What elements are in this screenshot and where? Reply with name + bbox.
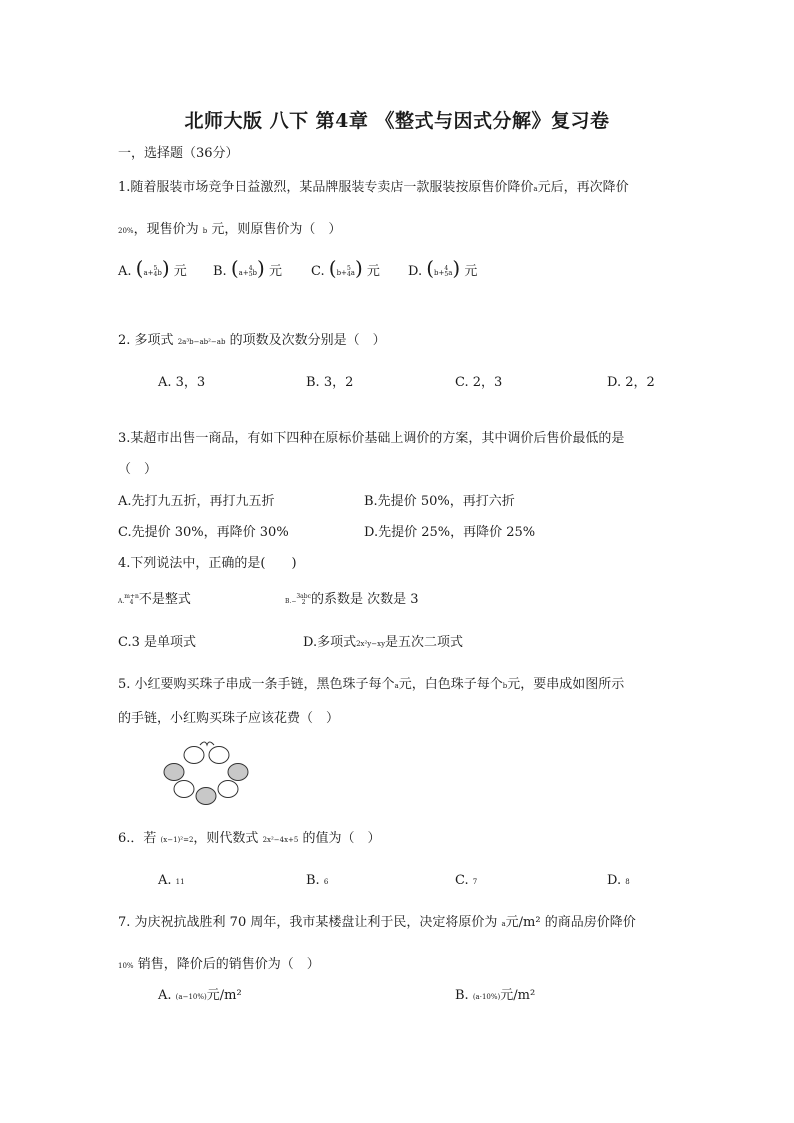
option-text: 不是整式 xyxy=(138,592,191,607)
option-text: D.多项式 xyxy=(303,635,357,650)
q5-var-a: a xyxy=(394,682,399,690)
q1-option-b[interactable]: B. (a+ 4 5 b) 元 xyxy=(213,256,282,280)
frac-den: 5 xyxy=(444,270,449,278)
q2-text: 2. 多项式 xyxy=(118,333,174,348)
q6-text: ，则代数式 xyxy=(193,831,259,846)
q1-text: 1.随着服装市场竞争日益激烈，某品牌服装专卖店一款服装按原售价降价 xyxy=(118,180,534,195)
option-text: 的系数是 次数是 3 xyxy=(310,592,419,607)
frac-den: 4 xyxy=(129,598,134,606)
q5-text: 5. 小红要购买珠子串成一条手链，黑色珠子每个 xyxy=(118,677,395,692)
option-expr: a+ xyxy=(238,269,249,277)
option-label: A. xyxy=(158,988,172,1003)
q6-option-b[interactable] xyxy=(306,873,328,890)
option-label: B. xyxy=(455,988,469,1003)
q2-option-c[interactable]: C. 2，3 xyxy=(455,375,503,390)
option-expr: (a−10%) xyxy=(175,993,207,1001)
q4-option-b[interactable] xyxy=(285,592,419,610)
q5-text: 的手链，小红购买珠子应该花费（ ） xyxy=(118,711,340,726)
q1-text: 元，则原售价为（ ） xyxy=(211,222,342,237)
option-expr: b+ xyxy=(434,269,445,277)
page-title: 北师大版 八下 第4章 《整式与因式分解》复习卷 xyxy=(184,110,610,132)
option-expr: b+ xyxy=(336,269,347,277)
q1-text: 元后，再次降价 xyxy=(537,180,629,195)
frac-var: b xyxy=(157,269,162,277)
option-label: A. xyxy=(118,264,132,279)
q7-option-a[interactable] xyxy=(158,988,242,1005)
q4-option-d[interactable] xyxy=(303,635,463,652)
q3-option-a[interactable]: A.先打九五折，再打九五折 xyxy=(118,494,275,509)
option-expr: (a·10%) xyxy=(472,993,501,1001)
frac-den: 4 xyxy=(346,270,351,278)
frac-den: 2 xyxy=(301,598,306,606)
option-label: B. xyxy=(306,873,320,888)
black-bead xyxy=(196,788,216,805)
q4-text: 4.下列说法中，正确的是( ) xyxy=(118,556,297,571)
frac-num: 4 xyxy=(248,264,253,272)
option-expr: a+ xyxy=(143,269,154,277)
unit: 元 xyxy=(366,264,380,279)
q7-var-a: a xyxy=(501,920,506,928)
option-label: B. xyxy=(213,264,227,279)
q1-percent: 20% xyxy=(118,227,134,235)
q6-condition: (x−1)²=2 xyxy=(160,836,194,844)
q3-option-d[interactable]: D.先提价 25%，再降价 25% xyxy=(364,525,536,540)
q2-option-d[interactable]: D. 2，2 xyxy=(607,375,655,390)
white-bead xyxy=(218,781,238,798)
q5-var-b: b xyxy=(502,682,508,690)
q1-var-a: a xyxy=(533,185,538,193)
q6-text: 6.．若 xyxy=(118,831,157,846)
option-unit: 元/m² xyxy=(500,988,536,1003)
frac-den: 5 xyxy=(248,270,253,278)
q6-text: 的值为（ ） xyxy=(302,831,381,846)
frac-var: b xyxy=(252,269,257,277)
option-text: 是五次二项式 xyxy=(385,635,464,650)
q3-text: （ ） xyxy=(118,462,158,477)
frac-num: 3abc xyxy=(296,592,311,600)
q5-text: 元，白色珠子每个 xyxy=(398,677,503,692)
q6-option-a[interactable] xyxy=(158,873,185,890)
option-value: 8 xyxy=(625,878,630,886)
black-bead xyxy=(164,764,184,781)
frac-num: 5 xyxy=(153,264,158,272)
q3-option-c[interactable]: C.先提价 30%，再降价 30% xyxy=(118,525,289,540)
option-label: C. xyxy=(311,264,325,279)
frac-num: m+n xyxy=(124,592,139,600)
option-unit: 元/m² xyxy=(206,988,242,1003)
white-bead xyxy=(184,747,204,764)
option-expr: 2x²y−xy xyxy=(356,640,386,648)
q1-var-b: b xyxy=(202,227,208,235)
bracelet-bow xyxy=(200,742,214,745)
q2-text: 的项数及次数分别是（ ） xyxy=(229,333,386,348)
option-label: A. xyxy=(158,873,172,888)
q6-option-d[interactable] xyxy=(607,873,630,890)
frac-num: 5 xyxy=(346,264,351,272)
q2-expression: 2a³b−ab²−ab xyxy=(177,338,226,346)
frac-den: 4 xyxy=(153,270,158,278)
q1-option-d[interactable]: D. (b+ 4 5 a) 元 xyxy=(408,256,478,280)
q7-unit: 元/m² xyxy=(505,915,541,930)
q1-text: ，现售价为 xyxy=(133,222,199,237)
q1-option-c[interactable]: C. (b+ 5 4 a) 元 xyxy=(311,256,380,280)
white-bead xyxy=(209,747,229,764)
frac-var: a xyxy=(448,269,453,277)
q2-option-a[interactable]: A. 3，3 xyxy=(158,375,206,390)
unit: 元 xyxy=(268,264,282,279)
option-label: B.− xyxy=(285,598,297,605)
white-bead xyxy=(174,781,194,798)
unit: 元 xyxy=(464,264,478,279)
option-label: D. xyxy=(607,873,622,888)
option-label: D. xyxy=(408,264,423,279)
q7-percent: 10% xyxy=(118,962,134,970)
q1-option-a[interactable]: A. (a+ 5 4 b) 元 xyxy=(118,256,187,280)
q7-text: 7. 为庆祝抗战胜利 70 周年，我市某楼盘让利于民，决定将原价为 xyxy=(118,915,498,930)
q3-text: 3.某超市出售一商品，有如下四种在原标价基础上调价的方案，其中调价后售价最低的是 xyxy=(118,431,625,446)
q7-option-b[interactable] xyxy=(455,988,535,1005)
option-value: 6 xyxy=(323,878,329,886)
q3-option-b[interactable]: B.先提价 50%，再打六折 xyxy=(364,494,515,509)
option-value: 11 xyxy=(175,878,185,886)
section-heading: 一，选择题（36分） xyxy=(118,146,239,161)
option-value: 7 xyxy=(472,878,478,886)
q7-text: 销售，降价后的销售价为（ ） xyxy=(137,957,320,972)
frac-num: 4 xyxy=(444,264,449,272)
frac-var: a xyxy=(350,269,355,277)
option-label: A. xyxy=(118,598,125,605)
q6-option-c[interactable] xyxy=(455,873,477,890)
q2-option-b[interactable]: B. 3，2 xyxy=(306,375,354,390)
q4-option-a[interactable] xyxy=(118,592,191,610)
unit: 元 xyxy=(173,264,187,279)
q6-expression: 2x²−4x+5 xyxy=(262,836,299,844)
option-label: C. xyxy=(455,873,469,888)
bracelet-figure xyxy=(158,735,254,809)
black-bead xyxy=(228,764,248,781)
q4-option-c[interactable]: C.3 是单项式 xyxy=(118,635,197,650)
q5-text: 元，要串成如图所示 xyxy=(507,677,625,692)
q7-text: 的商品房价降价 xyxy=(544,915,636,930)
